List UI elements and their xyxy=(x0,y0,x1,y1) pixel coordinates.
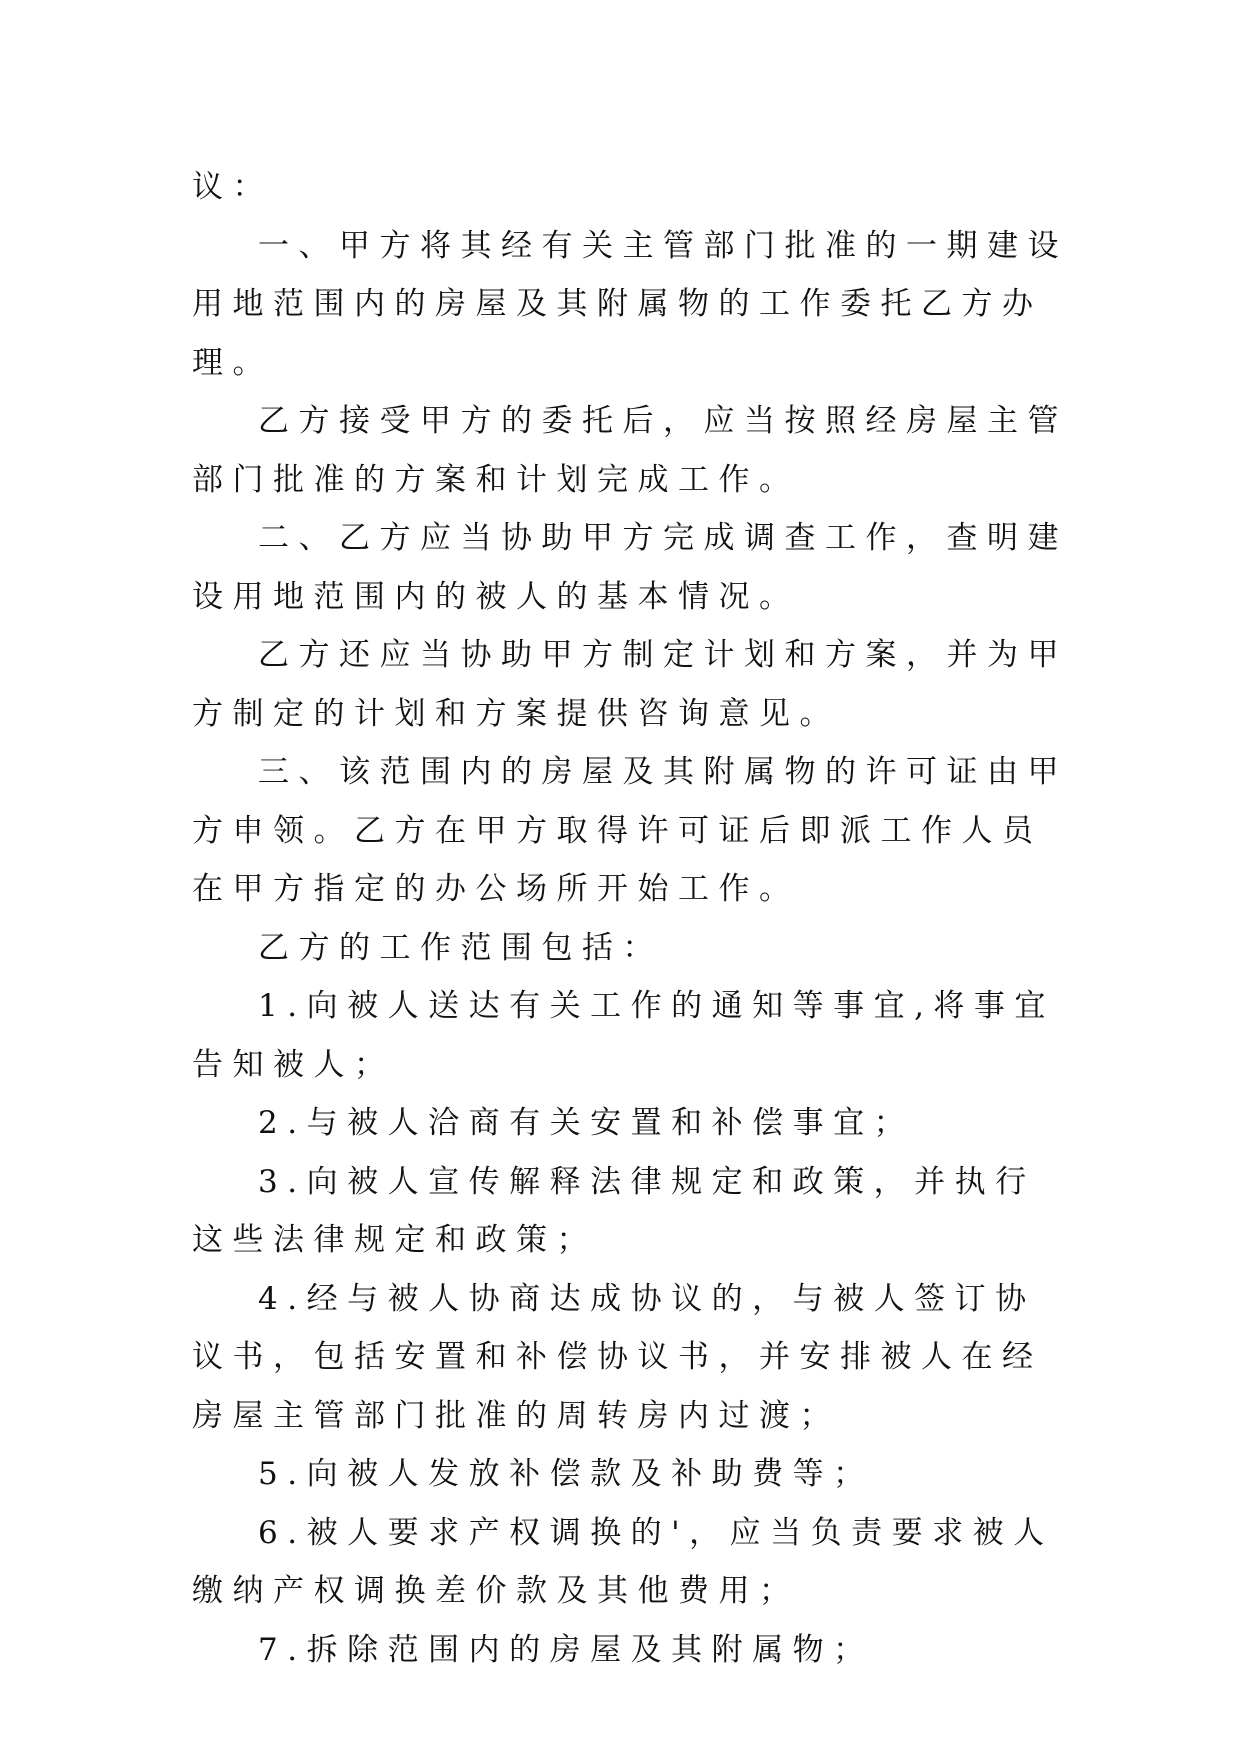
paragraph-clause-1-acceptance: 乙方接受甲方的委托后，应当按照经房屋主管部门批准的方案和计划完成工作。 xyxy=(192,403,1068,498)
list-item-scope-2: 2.与被人洽商有关安置和补偿事宜； xyxy=(258,1105,915,1141)
paragraph-clause-2: 二、乙方应当协助甲方完成调查工作，查明建设用地范围内的被人的基本情况。 xyxy=(192,520,1068,615)
list-item-scope-4: 4.经与被人协商达成协议的，与被人签订协议书，包括安置和补偿协议书，并安排被人在经房屋主管部门批准的周转房内过渡； xyxy=(192,1280,1043,1434)
paragraph-opening: 议： xyxy=(192,169,273,205)
paragraph-clause-1: 一、甲方将其经有关主管部门批准的一期建设用地范围内的房屋及其附属物的工作委托乙方办理。 xyxy=(192,227,1068,381)
paragraph-clause-3: 三、该范围内的房屋及其附属物的许可证由甲方申领。乙方在甲方取得许可证后即派工作人员在甲方指定的办公场所开始工作。 xyxy=(192,754,1068,907)
list-item-scope-6: 6.被人要求产权调换的'，应当负责要求被人缴纳产权调换差价款及其他费用； xyxy=(192,1514,1054,1609)
list-item-scope-5: 5.向被人发放补偿款及补助费等； xyxy=(258,1456,874,1492)
document-body xyxy=(192,158,1072,1679)
paragraph-clause-2-planning: 乙方还应当协助甲方制定计划和方案，并为甲方制定的计划和方案提供咨询意见。 xyxy=(192,637,1068,732)
list-item-scope-3: 3.向被人宣传解释法律规定和政策，并执行这些法律规定和政策； xyxy=(192,1163,1036,1258)
list-item-scope-1: 1.向被人送达有关工作的通知等事宜,将事宜告知被人； xyxy=(192,988,1055,1083)
paragraph-scope-heading: 乙方的工作范围包括： xyxy=(258,929,663,966)
list-item-scope-7: 7.拆除范围内的房屋及其附属物； xyxy=(258,1631,874,1668)
